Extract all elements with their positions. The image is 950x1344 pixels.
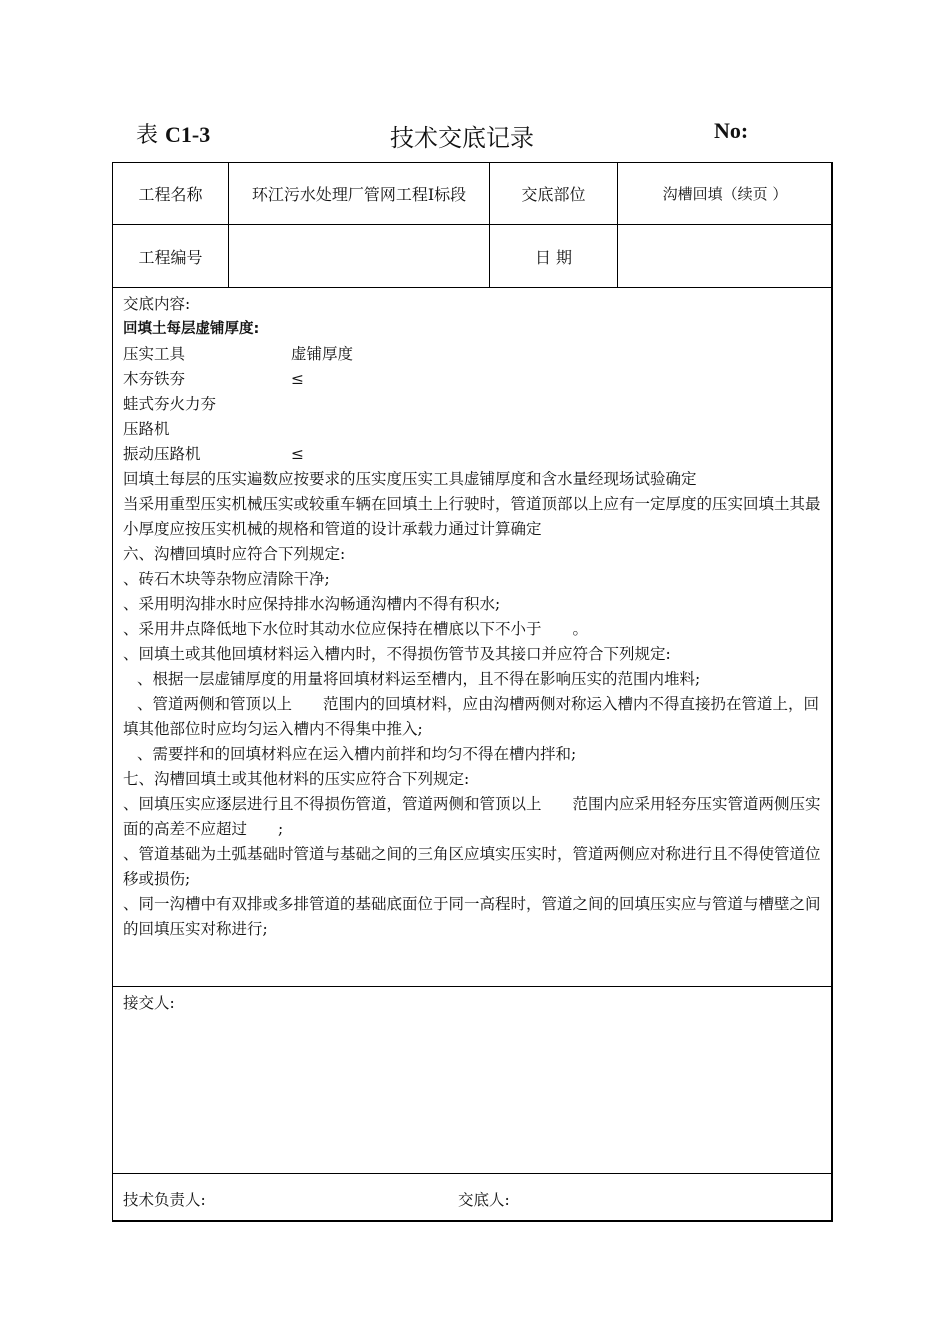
content-line: 七、沟槽回填土或其他材料的压实应符合下列规定:: [123, 770, 470, 788]
content-line: 回填土每层的压实遍数应按要求的压实度压实工具虚铺厚度和含水量经现场试验确定: [123, 470, 697, 488]
row-divider: [113, 986, 831, 987]
content-line: 、根据一层虚铺厚度的用量将回填材料运至槽内，且不得在影响压实的范围内堆料;: [137, 670, 701, 688]
content-line: 压实工具 虚铺厚度: [123, 345, 354, 363]
content-line: 、需要拌和的回填材料应在运入槽内前拌和均匀不得在槽内拌和;: [137, 745, 577, 763]
content-line: 、采用井点降低地下水位时其动水位应保持在槽底以下不小于 。: [123, 620, 589, 638]
content-line: 压路机: [123, 420, 170, 438]
form-code: [136, 118, 210, 149]
receiver-label: 接交人:: [123, 994, 175, 1012]
content-line: 、同一沟槽中有双排或多排管道的基础底面位于同一高程时，管道之间的回填压实应与管道与槽壁之间的回填压实对称进行;: [123, 895, 821, 938]
date-value[interactable]: [618, 225, 832, 287]
content-line: 、管道基础为土弧基础时管道与基础之间的三角区应填实压实时，管道两侧应对称进行且不得使管道位移或损伤;: [123, 845, 821, 888]
document-title: 技术交底记录: [390, 124, 534, 152]
tech-lead-label: 技术负责人:: [123, 1191, 206, 1209]
content-line: 六、沟槽回填时应符合下列规定:: [123, 545, 346, 563]
content-line: 当采用重型压实机械压实或较重车辆在回填土上行驶时，管道顶部以上应有一定厚度的压实回填土其最小厚度应按压实机械的规格和管道的设计承载力通过计算确定: [123, 495, 821, 538]
form-code-prefix: 表: [136, 123, 159, 148]
record-table: [112, 162, 833, 1222]
row-divider: [113, 1173, 831, 1174]
content-line: 、管道两侧和管顶以上 范围内的回填材料，应由沟槽两侧对称运入槽内不得直接扔在管道上，回填其他部位时应均匀运入槽内不得集中推入;: [123, 695, 820, 738]
position-value[interactable]: 沟槽回填（续页 ）: [662, 185, 788, 203]
project-name-value[interactable]: 环江污水处理厂管网工程Ⅰ标段: [251, 185, 467, 204]
content-line: 木夯铁夯 ≤: [123, 370, 304, 388]
content-line: 振动压路机 ≤: [123, 445, 304, 463]
date-label: 日 期: [534, 247, 573, 267]
content-line: 回填土每层虚铺厚度:: [123, 321, 260, 337]
content-line: 、回填压实应逐层进行且不得损伤管道，管道两侧和管顶以上 范围内应采用轻夯压实管道两侧压实面的高差不应超过 ;: [123, 795, 821, 838]
form-code-number: C1-3: [165, 122, 211, 147]
briefing-content: [113, 288, 832, 986]
content-line: 、回填土或其他回填材料运入槽内时，不得损伤管节及其接口并应符合下列规定:: [123, 645, 671, 663]
record-number-label: No:: [714, 118, 749, 143]
content-line: 、采用明沟排水时应保持排水沟畅通沟槽内不得有积水;: [123, 595, 501, 613]
content-line: 蛙式夯火力夯: [123, 395, 217, 413]
project-name-label: 工程名称: [138, 185, 203, 204]
content-line: 、砖石木块等杂物应清除干净;: [123, 570, 330, 588]
project-number-value[interactable]: [229, 225, 489, 287]
content-heading: 交底内容:: [123, 295, 191, 313]
project-number-label: 工程编号: [138, 247, 203, 267]
presenter-label: 交底人:: [458, 1191, 510, 1209]
position-label: 交底部位: [521, 185, 586, 204]
